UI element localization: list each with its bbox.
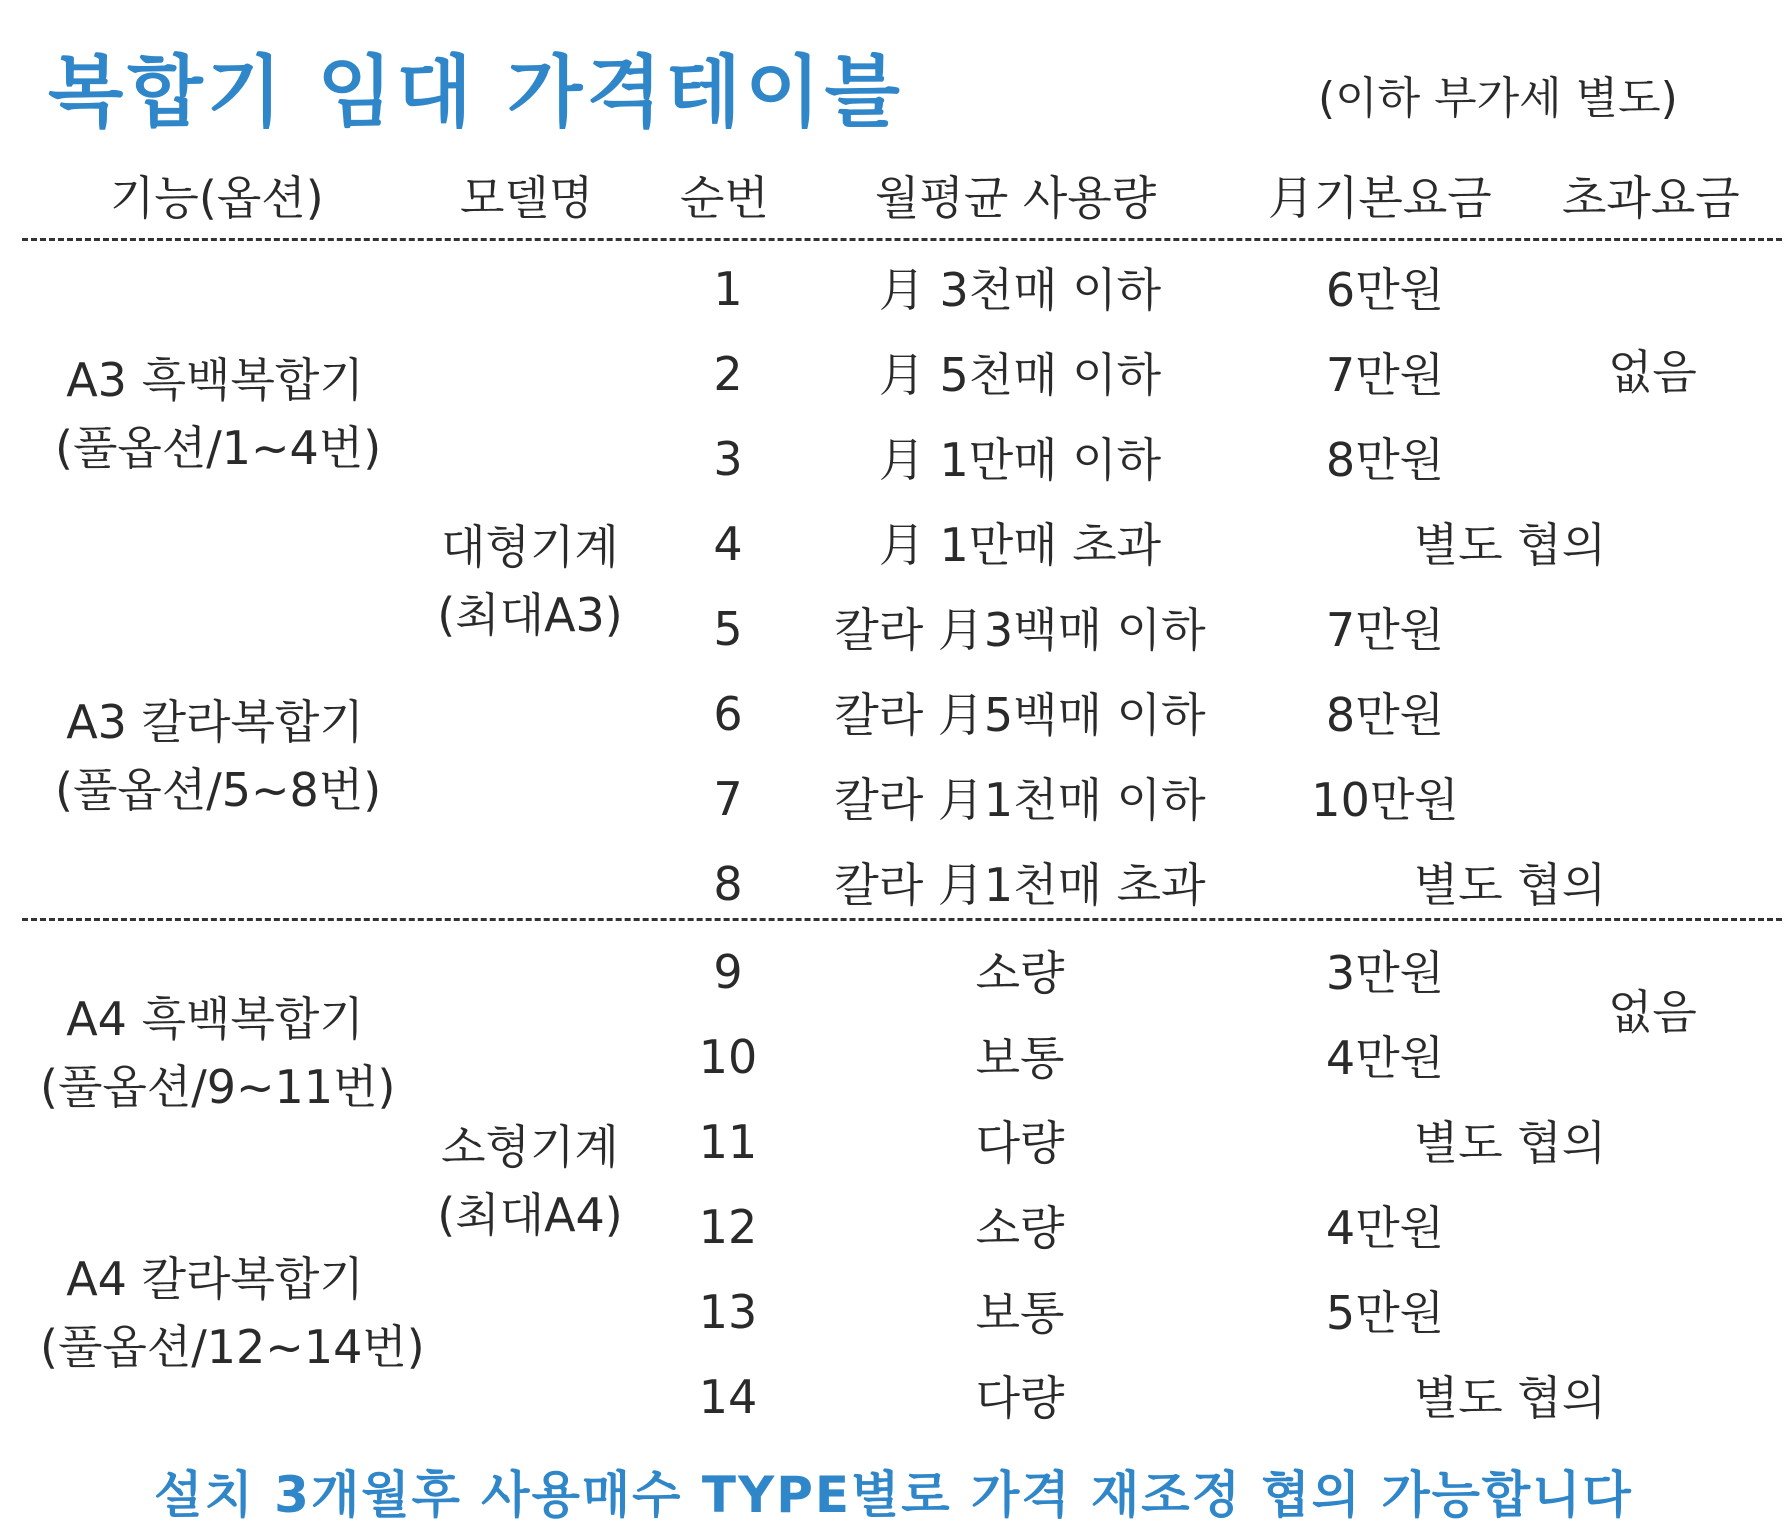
header-seq: 순번 [680, 171, 769, 225]
group-label-line1: A3 흑백복합기 [66, 353, 364, 407]
row-seq: 9 [713, 945, 743, 999]
row-usage: 소량 [975, 1201, 1065, 1255]
overage-none-a3: 없음 [1608, 345, 1697, 399]
row-usage: 소량 [975, 946, 1065, 1000]
row-seq: 13 [698, 1285, 758, 1339]
row-seq: 8 [713, 857, 743, 911]
header-base-fee: 月기본요금 [1268, 171, 1492, 225]
model-label-line2: (최대A3) [437, 588, 623, 642]
row-fee: 별도 협의 [1413, 1371, 1607, 1425]
model-label-line1: 소형기계 [441, 1120, 619, 1174]
row-usage: 칼라 月3백매 이하 [834, 603, 1206, 657]
group-label-a3-mono [55, 346, 382, 482]
group-label-a4-color [40, 1245, 425, 1381]
vat-note: (이하 부가세 별도) [1318, 73, 1678, 124]
row-fee: 6만원 [1325, 263, 1445, 317]
footer-note: 설치 3개월후 사용매수 TYPE별로 가격 재조정 협의 가능합니다 [154, 1466, 1633, 1524]
model-label-line2: (최대A4) [437, 1188, 623, 1242]
row-usage: 칼라 月1천매 이하 [834, 773, 1206, 827]
row-usage: 다량 [975, 1116, 1065, 1170]
row-usage: 月 5천매 이하 [878, 348, 1162, 402]
divider-middle [22, 918, 1782, 921]
row-fee: 7만원 [1325, 348, 1445, 402]
row-seq: 14 [698, 1370, 758, 1424]
row-seq: 11 [698, 1115, 758, 1169]
row-usage: 보통 [975, 1286, 1065, 1340]
row-seq: 10 [698, 1030, 758, 1084]
row-usage: 月 3천매 이하 [878, 263, 1162, 317]
row-seq: 7 [713, 772, 743, 826]
row-fee: 4만원 [1325, 1031, 1445, 1085]
page-title: 복합기 임대 가격테이블 [48, 48, 904, 138]
group-label-a4-mono [40, 985, 396, 1121]
row-usage: 칼라 月5백매 이하 [834, 688, 1206, 742]
row-usage: 보통 [975, 1031, 1065, 1085]
row-fee: 5만원 [1325, 1286, 1445, 1340]
group-label-line1: A4 칼라복합기 [66, 1252, 364, 1306]
row-seq: 6 [713, 687, 743, 741]
row-fee: 7만원 [1325, 603, 1445, 657]
row-fee: 별도 협의 [1413, 518, 1607, 572]
model-label-small [430, 1113, 630, 1249]
model-label-large [430, 513, 630, 649]
header-model: 모델명 [460, 171, 594, 225]
group-label-line2: (풀옵션/9~11번) [40, 1060, 396, 1114]
row-seq: 2 [713, 347, 743, 401]
row-fee: 8만원 [1325, 688, 1445, 742]
group-label-line1: A4 흑백복합기 [66, 992, 364, 1046]
row-seq: 12 [698, 1200, 758, 1254]
row-seq: 3 [713, 432, 743, 486]
row-seq: 4 [713, 517, 743, 571]
overage-none-a4: 없음 [1608, 985, 1697, 1039]
row-usage: 月 1만매 초과 [878, 518, 1162, 572]
header-usage: 월평균 사용량 [875, 171, 1157, 225]
row-seq: 5 [713, 602, 743, 656]
header-feature: 기능(옵션) [110, 171, 324, 225]
row-fee: 10만원 [1311, 773, 1459, 827]
row-fee: 4만원 [1325, 1201, 1445, 1255]
row-usage: 칼라 月1천매 초과 [834, 858, 1206, 912]
model-label-line1: 대형기계 [441, 520, 619, 574]
group-label-a3-color [55, 688, 382, 824]
header-overage-fee: 초과요금 [1562, 171, 1740, 225]
row-usage: 月 1만매 이하 [878, 433, 1162, 487]
row-seq: 1 [713, 262, 743, 316]
row-fee: 8만원 [1325, 433, 1445, 487]
row-fee: 별도 협의 [1413, 1116, 1607, 1170]
row-fee: 3만원 [1325, 946, 1445, 1000]
group-label-line2: (풀옵션/1~4번) [55, 421, 382, 475]
group-label-line1: A3 칼라복합기 [66, 695, 364, 749]
row-fee: 별도 협의 [1413, 858, 1607, 912]
group-label-line2: (풀옵션/12~14번) [40, 1320, 425, 1374]
group-label-line2: (풀옵션/5~8번) [55, 763, 382, 817]
divider-top [22, 238, 1782, 241]
row-usage: 다량 [975, 1371, 1065, 1425]
